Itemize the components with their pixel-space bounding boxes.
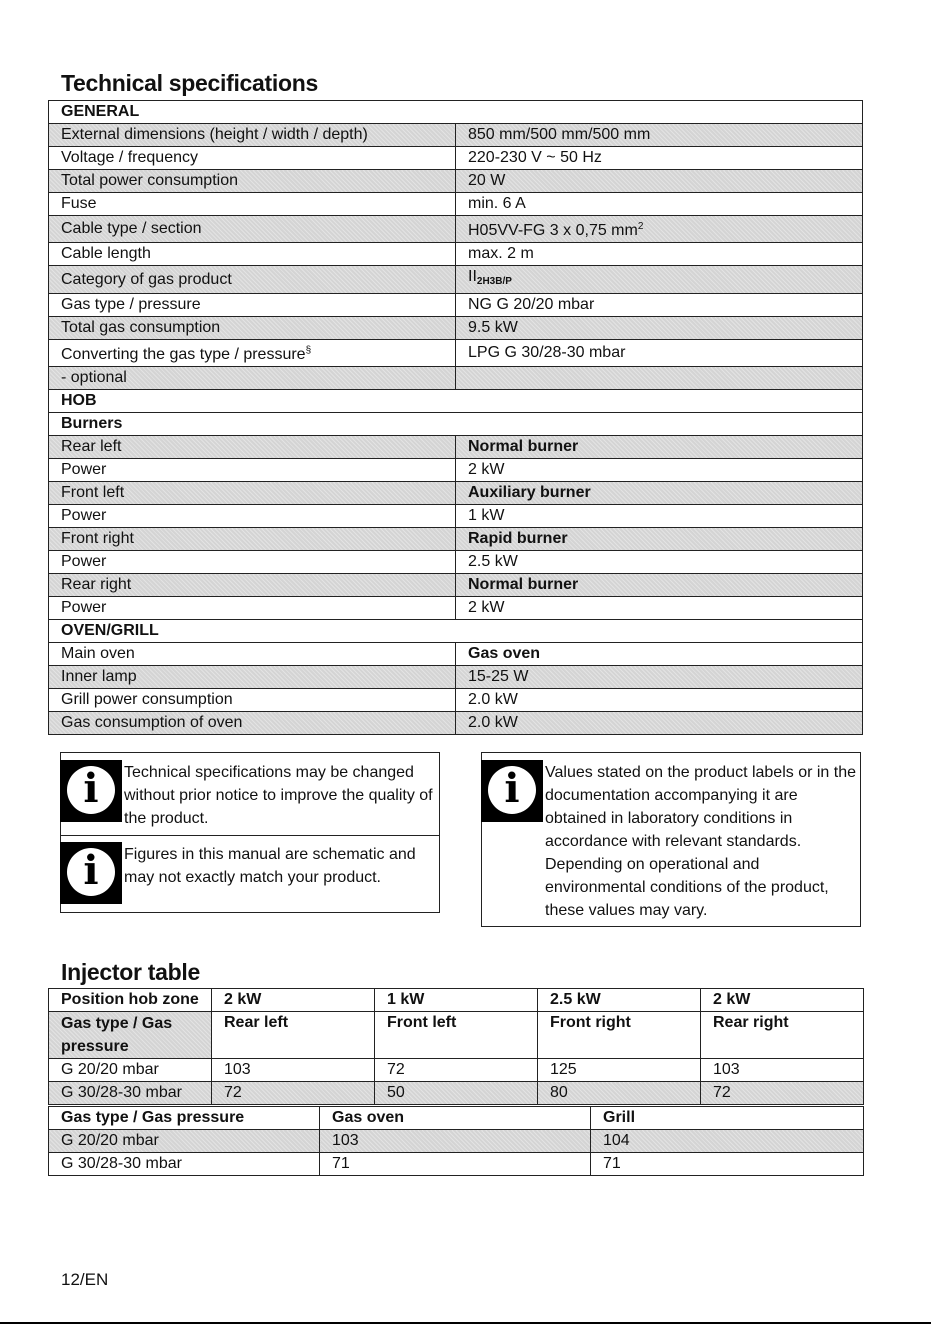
oven-table-cell: 71 (591, 1153, 864, 1176)
oven-table-cell: G 20/20 mbar (49, 1130, 320, 1153)
note-figures-schematic: Figures in this manual are schematic and may not exactly match your product. (124, 846, 416, 886)
zone-power: 1 kW (375, 989, 538, 1012)
spec-value: H05VV-FG 3 x 0,75 $mm^2$ (456, 216, 863, 243)
spec-label: Category of gas product (49, 266, 456, 294)
spec-value: LPG G 30/28-30 mbar (456, 340, 863, 367)
spec-value: max. 2 m (456, 243, 863, 266)
page-number: 12/EN (61, 1270, 109, 1289)
spec-value: 2 kW (456, 597, 863, 620)
section-oven-grill: OVEN/GRILL (49, 620, 863, 643)
info-icon: i (60, 760, 122, 822)
zone-name: Rear left (212, 1012, 375, 1059)
spec-label: - optional (49, 367, 456, 390)
spec-value (456, 367, 863, 390)
zone-name: Front left (375, 1012, 538, 1059)
spec-label: External dimensions (height / width / depth) (49, 124, 456, 147)
gas-type-cell: G 30/28-30 mbar (49, 1082, 212, 1105)
spec-label: Power (49, 459, 456, 482)
note-values-lab: Values stated on the product labels or in the documentation accompanying it are obtained in laboratory conditions in accordance with relevant standards. Depending on operational and environmental conditions of the product, these values may vary. (545, 764, 857, 919)
injector-value: 103 (701, 1059, 864, 1082)
spec-value: 1 kW (456, 505, 863, 528)
oven-injector-table (48, 1106, 864, 1176)
oven-table-cell: 104 (591, 1130, 864, 1153)
spec-label: Front left (49, 482, 456, 505)
spec-label: Voltage / frequency (49, 147, 456, 170)
spec-label: Rear left (49, 436, 456, 459)
oven-table-cell: G 30/28-30 mbar (49, 1153, 320, 1176)
gas-header: Gas type / Gas pressure (49, 1012, 212, 1059)
spec-value: 9.5 kW (456, 317, 863, 340)
injector-value: 103 (212, 1059, 375, 1082)
spec-label: Rear right (49, 574, 456, 597)
section-burners: Burners (49, 413, 863, 436)
spec-label: Total gas consumption (49, 317, 456, 340)
spec-label: Front right (49, 528, 456, 551)
spec-label: Total power consumption (49, 170, 456, 193)
spec-label: Cable length (49, 243, 456, 266)
spec-value: Rapid burner (456, 528, 863, 551)
oven-table-header: Gas type / Gas pressure (49, 1107, 320, 1130)
spec-value: 850 mm/500 mm/500 mm (456, 124, 863, 147)
spec-value: 2.5 kW (456, 551, 863, 574)
injector-value: 125 (538, 1059, 701, 1082)
spec-value: 2 kW (456, 459, 863, 482)
oven-table-header: Grill (591, 1107, 864, 1130)
injector-value: 80 (538, 1082, 701, 1105)
oven-table-header: Gas oven (320, 1107, 591, 1130)
spec-value: Gas oven (456, 643, 863, 666)
injector-table (48, 988, 864, 1105)
spec-label: Gas type / pressure (49, 294, 456, 317)
spec-label: Cable type / section (49, 216, 456, 243)
page-title: Technical specifications (61, 70, 318, 96)
note-specs-change: Technical specifications may be changed without prior notice to improve the quality of the product. (124, 764, 433, 827)
spec-value: 2.0 kW (456, 712, 863, 735)
oven-table-cell: 103 (320, 1130, 591, 1153)
spec-value: NG G 20/20 mbar (456, 294, 863, 317)
spec-value: min. 6 A (456, 193, 863, 216)
spec-value: 220-230 V ~ 50 Hz (456, 147, 863, 170)
spec-label: Main oven (49, 643, 456, 666)
zone-name: Rear right (701, 1012, 864, 1059)
section-general: GENERAL (49, 101, 863, 124)
oven-table-cell: 71 (320, 1153, 591, 1176)
injector-value: 72 (375, 1059, 538, 1082)
info-icon: i (60, 842, 122, 904)
spec-label: Gas consumption of oven (49, 712, 456, 735)
injector-title: Injector table (61, 959, 200, 985)
spec-value: 2.0 kW (456, 689, 863, 712)
spec-label: Grill power consumption (49, 689, 456, 712)
spec-value: Auxiliary burner (456, 482, 863, 505)
section-hob: HOB (49, 390, 863, 413)
injector-value: 72 (701, 1082, 864, 1105)
gas-type-cell: G 20/20 mbar (49, 1059, 212, 1082)
spec-value: Normal burner (456, 574, 863, 597)
spec-value: Normal burner (456, 436, 863, 459)
spec-label: Fuse (49, 193, 456, 216)
injector-value: 72 (212, 1082, 375, 1105)
spec-value: 15-25 W (456, 666, 863, 689)
zone-power: 2 kW (212, 989, 375, 1012)
spec-label: Converting the gas type / pressure§ (49, 340, 456, 367)
spec-value: $II_{2H3B/P}$ (456, 266, 863, 294)
zone-name: Front right (538, 1012, 701, 1059)
spec-label: Power (49, 505, 456, 528)
position-header: Position hob zone (49, 989, 212, 1012)
spec-label: Power (49, 551, 456, 574)
zone-power: 2.5 kW (538, 989, 701, 1012)
spec-label: Inner lamp (49, 666, 456, 689)
info-icon: i (481, 760, 543, 822)
spec-value: 20 W (456, 170, 863, 193)
zone-power: 2 kW (701, 989, 864, 1012)
injector-value: 50 (375, 1082, 538, 1105)
spec-table (48, 100, 863, 735)
spec-label: Power (49, 597, 456, 620)
